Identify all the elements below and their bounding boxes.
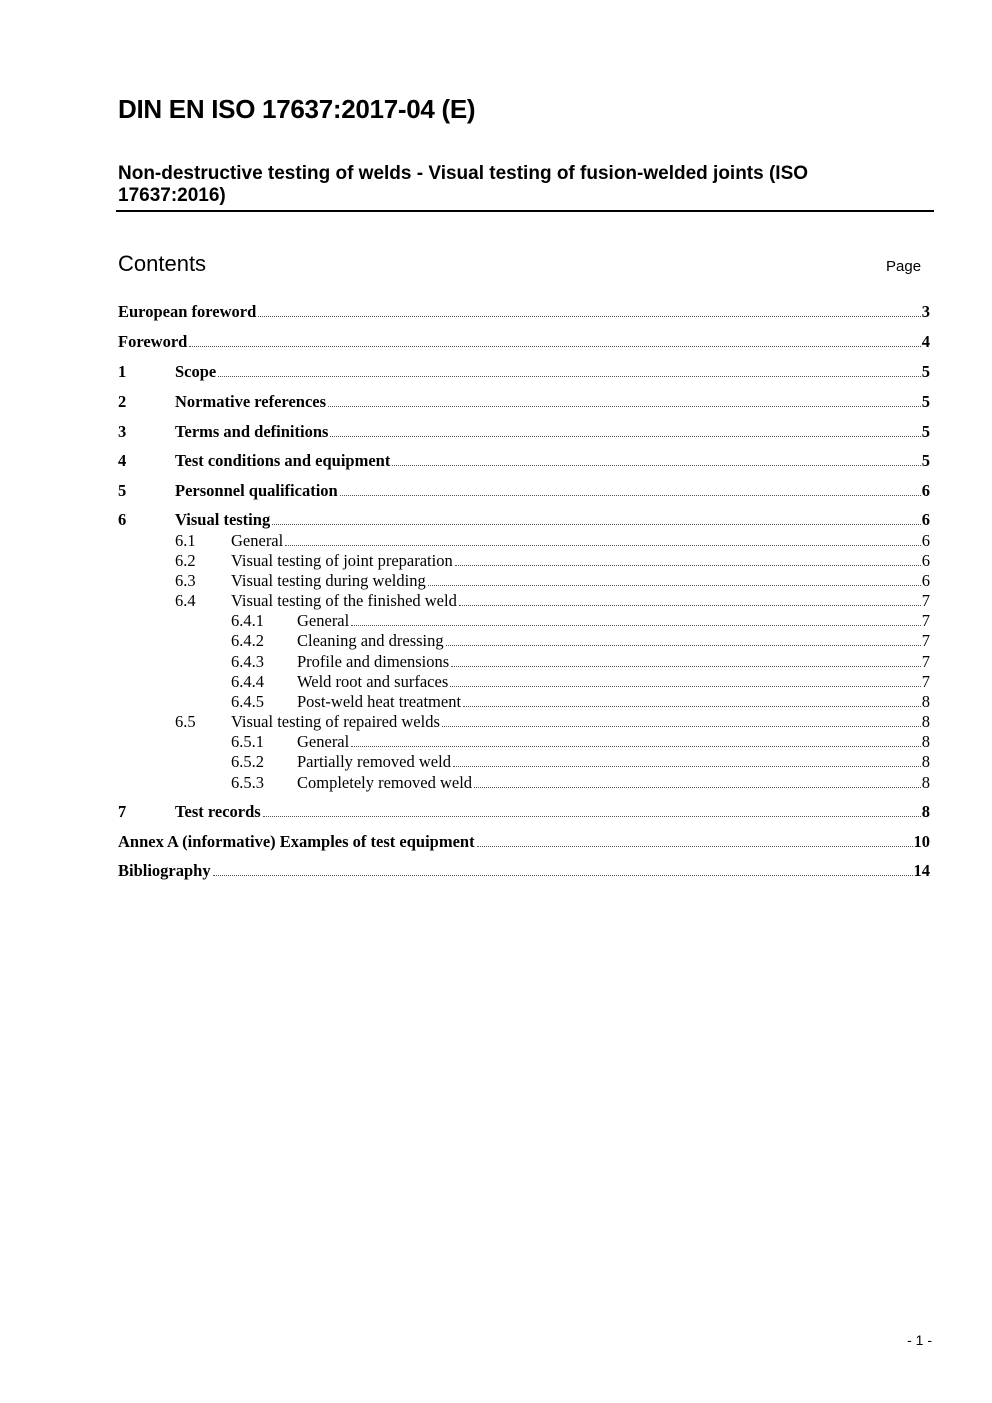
toc-leader	[451, 666, 921, 667]
toc-entry[interactable]	[231, 773, 930, 793]
toc-entry-number: 5	[118, 481, 127, 500]
toc-entry[interactable]	[175, 591, 930, 611]
toc-leader	[328, 406, 921, 407]
toc-entry-page: 14	[913, 861, 930, 880]
toc-entry[interactable]	[118, 332, 930, 352]
toc-entry-number: 6.5.2	[231, 752, 264, 771]
doc-id: DIN EN ISO 17637:2017-04 (E)	[118, 94, 476, 124]
toc-entry-page: 7	[921, 631, 930, 650]
toc-entry-title: Personnel qualification	[175, 481, 338, 500]
toc-entry-title: Foreword	[118, 332, 188, 351]
toc-entry-page: 8	[921, 773, 930, 792]
toc-entry-title: Completely removed weld	[297, 773, 473, 792]
toc-entry-number: 6.4.3	[231, 652, 264, 671]
toc-entry-title: Post-weld heat treatment	[297, 692, 462, 711]
toc-entry-page: 6	[921, 551, 930, 570]
toc-entry-title: Bibliography	[118, 861, 211, 880]
toc-entry-page: 6	[921, 571, 930, 590]
toc-entry[interactable]	[118, 510, 930, 530]
toc-entry-number: 6.4.2	[231, 631, 264, 650]
toc-entry-number: 6.4.5	[231, 692, 264, 711]
toc-leader	[477, 846, 913, 847]
toc-entry-title: Visual testing of joint preparation	[231, 551, 453, 570]
toc-entry-number: 2	[118, 392, 127, 411]
toc-entry-title: General	[297, 732, 350, 751]
toc-entry-title: European foreword	[118, 302, 257, 321]
toc-entry-number: 6.4.4	[231, 672, 264, 691]
toc-entry-page: 7	[921, 652, 930, 671]
toc-leader	[340, 495, 921, 496]
toc-leader	[428, 585, 921, 586]
page-number: - 1 -	[907, 1332, 932, 1348]
toc-entry-page: 3	[921, 302, 930, 321]
toc-entry-page: 7	[921, 672, 930, 691]
toc-entry[interactable]	[118, 392, 930, 412]
toc-entry-number: 6.5	[175, 712, 196, 731]
toc-entry-title: Cleaning and dressing	[297, 631, 444, 650]
toc-entry[interactable]	[231, 631, 930, 651]
toc-leader	[285, 545, 921, 546]
toc-entry-title: Visual testing	[175, 510, 271, 529]
toc-entry-page: 7	[921, 611, 930, 630]
toc-entry-title: Normative references	[175, 392, 327, 411]
toc-entry-page: 4	[921, 332, 930, 351]
toc-entry-title: Test conditions and equipment	[175, 451, 391, 470]
doc-subtitle: Non-destructive testing of welds - Visual testing of fusion-welded joints (ISO 17637:2016)	[118, 163, 809, 206]
toc-entry-number: 6.1	[175, 531, 196, 550]
toc-entry-title: General	[297, 611, 350, 630]
toc-entry[interactable]	[231, 611, 930, 631]
toc-entry-page: 6	[921, 531, 930, 550]
toc-entry-page: 5	[921, 392, 930, 411]
toc-entry-number: 6.5.1	[231, 732, 264, 751]
toc-entry-number: 7	[118, 802, 127, 821]
toc-leader	[189, 346, 920, 347]
toc-leader	[351, 746, 921, 747]
toc-entry-title: Scope	[175, 362, 217, 381]
toc-entry-number: 3	[118, 422, 127, 441]
toc-entry[interactable]	[231, 652, 930, 672]
toc-entry-page: 5	[921, 362, 930, 381]
toc-entry[interactable]	[231, 752, 930, 772]
toc-entry-title: Visual testing of repaired welds	[231, 712, 440, 731]
toc-entry-title: General	[231, 531, 284, 550]
toc-entry[interactable]	[118, 832, 930, 852]
toc-entry-page: 8	[921, 732, 930, 751]
toc-entry-page: 6	[921, 481, 930, 500]
toc-entry-page: 6	[921, 510, 930, 529]
toc-entry-page: 7	[921, 591, 930, 610]
toc-entry-title: Test records	[175, 802, 261, 821]
toc-entry-number: 6.5.3	[231, 773, 264, 792]
toc-entry-number: 6.3	[175, 571, 196, 590]
toc-entry-page: 8	[921, 802, 930, 821]
toc-entry[interactable]	[118, 302, 930, 322]
toc-entry-page: 8	[921, 712, 930, 731]
toc-entry-title: Weld root and surfaces	[297, 672, 449, 691]
toc-leader	[459, 605, 921, 606]
toc-entry[interactable]	[118, 362, 930, 382]
toc-entry[interactable]	[175, 571, 930, 591]
toc-entry-page: 8	[921, 752, 930, 771]
toc-leader	[392, 465, 920, 466]
toc-entry-number: 6.2	[175, 551, 196, 570]
toc-entry-title: Visual testing during welding	[231, 571, 426, 590]
toc-leader	[218, 376, 921, 377]
toc-entry-number: 6.4.1	[231, 611, 264, 630]
page-column-heading: Page	[886, 258, 922, 275]
toc-entry-title: Terms and definitions	[175, 422, 329, 441]
toc-entry[interactable]	[175, 712, 930, 732]
toc-entry-page: 5	[921, 451, 930, 470]
toc-entry-number: 4	[118, 451, 127, 470]
toc-entry[interactable]	[118, 802, 930, 822]
toc-entry[interactable]	[231, 732, 930, 752]
toc-entry-number: 6	[118, 510, 127, 529]
toc-entry-number: 1	[118, 362, 127, 381]
toc-entry-title: Profile and dimensions	[297, 652, 450, 671]
toc-entry[interactable]	[118, 481, 930, 501]
toc-leader	[450, 686, 921, 687]
toc-leader	[455, 565, 921, 566]
toc-entry[interactable]	[118, 451, 930, 471]
toc-leader	[446, 645, 921, 646]
toc-leader	[351, 625, 921, 626]
toc-entry-page: 5	[921, 422, 930, 441]
toc-leader	[263, 816, 921, 817]
toc-entry-title: Annex A (informative) Examples of test equipment	[118, 832, 475, 851]
toc-entry-title: Visual testing of the finished weld	[231, 591, 457, 610]
toc-entry[interactable]	[175, 551, 930, 571]
contents-heading: Contents	[118, 251, 207, 276]
toc-leader	[258, 316, 920, 317]
toc-entry-title: Partially removed weld	[297, 752, 451, 771]
toc-leader	[330, 436, 920, 437]
toc-entry[interactable]	[118, 422, 930, 442]
toc-leader	[474, 787, 921, 788]
toc-leader	[442, 726, 921, 727]
toc-entry[interactable]	[175, 531, 930, 551]
toc-leader	[453, 766, 921, 767]
toc-entry-page: 10	[913, 832, 930, 851]
toc-entry[interactable]	[231, 692, 930, 712]
toc-entry[interactable]	[118, 861, 930, 881]
toc-entry-page: 8	[921, 692, 930, 711]
title-rule	[116, 210, 934, 212]
toc-entry[interactable]	[231, 672, 930, 692]
toc-entry-number: 6.4	[175, 591, 196, 610]
toc-leader	[463, 706, 921, 707]
toc-leader	[213, 875, 913, 876]
toc-leader	[272, 524, 921, 525]
